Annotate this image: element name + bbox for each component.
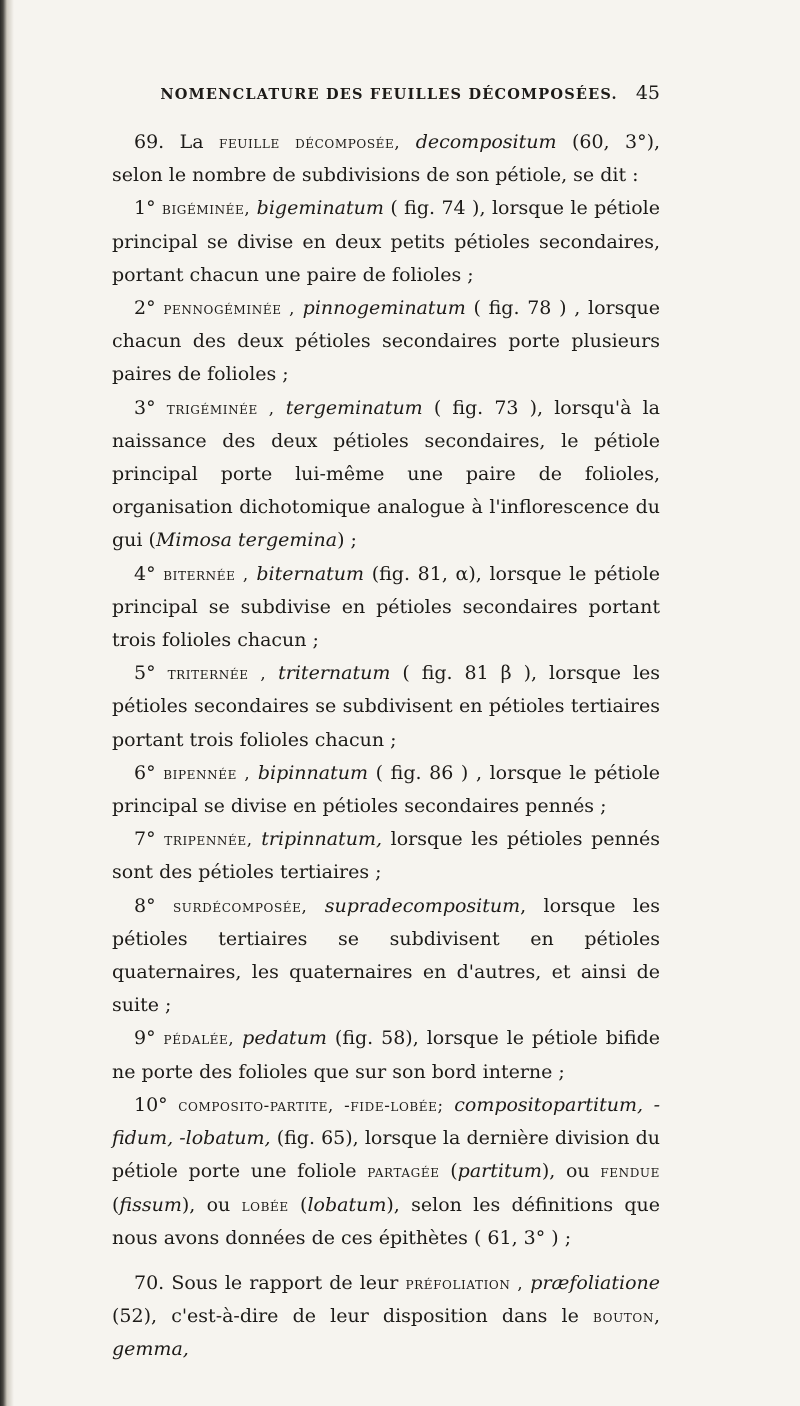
latin-lobatum: lobatum: [307, 1193, 387, 1216]
item-number: 1°: [134, 197, 156, 220]
item-text: (fig. 65), lorsque la dernière division du pétiole porte une foliole: [112, 1127, 660, 1183]
list-item-3: [112, 392, 660, 558]
term: surdécomposée,: [172, 896, 308, 916]
term-partagee: partagée: [367, 1162, 440, 1182]
item-text: lorsque les pétioles pennés sont des pétioles tertiaires ;: [112, 828, 661, 884]
scan-binding-edge: [0, 0, 14, 1406]
latin-partitum: partitum: [457, 1160, 542, 1183]
item-number: 8°: [134, 894, 156, 917]
list-item-5: [112, 657, 660, 757]
item-number: 5°: [134, 662, 156, 685]
lead-word: La: [179, 131, 204, 153]
section-number: 70.: [134, 1271, 165, 1294]
latin-species: Mimosa tergemina: [155, 529, 338, 552]
item-text: ( fig. 86 ) , lorsque le pétiole principal se divise en pétioles secondaires pennés ;: [112, 761, 661, 818]
term: feuille décomposée,: [219, 133, 401, 152]
term: bigéminée,: [162, 199, 251, 219]
item-text: ), ou: [541, 1160, 590, 1183]
term: pennogéminée ,: [163, 299, 295, 319]
term: bipennée ,: [163, 763, 251, 783]
latin-term: supradecompositum: [324, 894, 521, 917]
item-text: (fig. 58), lorsque le pétiole bifide ne porte des folioles que sur son bord interne ;: [112, 1027, 661, 1083]
latin-term: præfoliatione: [530, 1271, 660, 1294]
list-item-10: 10° composito-partite, -fide-lobée; compositopartitum, -fidum, -lobatum, (fig. 65), lorsque la dernière division du pétiole porte une foliole partagée (partitum), ou fendue (fissum), ou lobée (lobatum), selon les définitions que nous avons données de ces épithètes ( 61, 3° ) ;: [112, 1093, 661, 1249]
item-text-end: ), selon les définitions que nous avons données de ces épithètes ( 61, 3° ) ;: [112, 1193, 661, 1249]
list-item-4: [112, 558, 660, 658]
latin-term: biternatum: [256, 562, 365, 585]
paragraph-text: Sous le rapport de leur: [171, 1271, 399, 1294]
book-page: [112, 82, 660, 1367]
page-number: 45: [635, 82, 660, 104]
term: pédalée,: [163, 1029, 235, 1049]
item-number: 9°: [134, 1027, 156, 1050]
term: tripennée,: [164, 830, 253, 850]
item-number: 3°: [134, 396, 156, 419]
latin-term: compositopartitum, -fidum, -lobatum,: [112, 1093, 660, 1150]
latin-term: triternatum: [278, 662, 391, 685]
latin-term: decompositum: [415, 131, 557, 153]
item-number: 6°: [134, 761, 156, 784]
term-fendue: fendue: [600, 1162, 661, 1182]
item-text: (fig. 81, α), lorsque le pétiole principal se subdivise en pétioles secondaires portant trois folioles chacun ;: [112, 562, 660, 652]
item-text: ( fig. 74 ), lorsque le pétiole principal se divise en deux petits pétioles secondaires, portant chacun une paire de folioles ;: [112, 197, 660, 286]
running-head: [112, 82, 660, 112]
running-title: NOMENCLATURE DES FEUILLES DÉCOMPOSÉES.: [160, 86, 618, 103]
latin-fissum: fissum: [119, 1193, 182, 1216]
comma: ,: [653, 1305, 660, 1328]
section-number: 69.: [134, 131, 165, 153]
term: triternée ,: [167, 664, 267, 684]
term: trigéminée ,: [166, 398, 275, 418]
list-item-2: [112, 292, 660, 392]
item-text: ( fig. 81 β ), lorsque les pétioles secondaires se subdivisent en pétioles tertiaires portant trois folioles chacun ;: [112, 662, 661, 751]
term: préfoliation ,: [405, 1273, 524, 1293]
paragraph-70: [112, 1267, 660, 1367]
latin-term: bigeminatum: [256, 197, 384, 220]
item-text: , lorsque les pétioles tertiaires se subdivisent en pétioles quaternaires, les quaternaires en d'autres, et ainsi de suite ;: [112, 894, 660, 1017]
item-text: ( fig. 73 ), lorsqu'à la naissance des deux pétioles secondaires, le pétiole principal porte lui-même une paire de folioles, organisation dichotomique analogue à l'inflorescence du gui (: [112, 396, 661, 552]
item-number: 10°: [134, 1093, 168, 1116]
list-item-7: [112, 823, 660, 889]
term-lobee: lobée: [241, 1195, 289, 1215]
item-text-end: ) ;: [337, 529, 357, 552]
latin-term: tripinnatum,: [261, 828, 382, 851]
latin-term: tergeminatum: [285, 396, 423, 419]
paragraph-69: [112, 126, 660, 192]
term: composito-partite, -fide-lobée;: [178, 1095, 444, 1115]
latin-term: pinnogeminatum: [302, 297, 466, 320]
term: biternée ,: [163, 564, 249, 584]
latin-gemma: gemma,: [112, 1338, 189, 1361]
list-item-6: [112, 757, 660, 823]
term-bouton: bouton: [593, 1307, 654, 1327]
paragraph-text: (52), c'est-à-dire de leur disposition dans le: [112, 1305, 579, 1328]
item-number: 7°: [134, 828, 156, 851]
item-number: 2°: [134, 297, 156, 320]
list-item-8: [112, 890, 660, 1023]
list-item-1: [112, 192, 660, 292]
latin-term: pedatum: [242, 1027, 327, 1050]
paragraph-text: (60, 3°), selon le nombre de subdivisions de son pétiole, se dit :: [112, 131, 661, 187]
latin-term: bipinnatum: [257, 761, 368, 784]
item-number: 4°: [134, 562, 156, 585]
item-text: ), ou: [181, 1193, 231, 1216]
list-item-9: [112, 1022, 660, 1088]
item-text: ( fig. 78 ) , lorsque chacun des deux pétioles secondaires porte plusieurs paires de folioles ;: [112, 297, 660, 386]
